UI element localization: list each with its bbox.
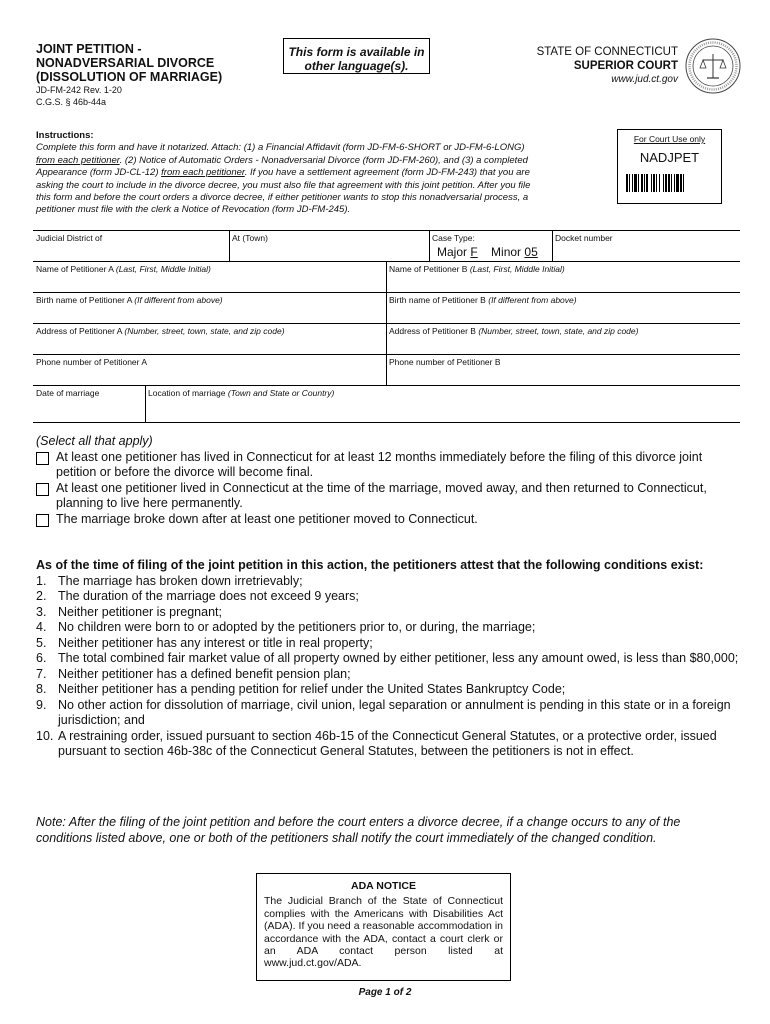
location-of-marriage-label: Location of marriage xyxy=(148,388,226,398)
docket-number-label: Docket number xyxy=(555,233,613,243)
attestation-item-number: 5. xyxy=(36,635,47,650)
major-label: Major xyxy=(437,245,468,259)
instructions xyxy=(36,130,576,217)
court-name: SUPERIOR COURT xyxy=(573,60,678,72)
court-use-code: NADJPET xyxy=(639,150,700,165)
attestation-item-number: 7. xyxy=(36,666,47,681)
instructions-line-4: asking the court to include in the divorce decree, you must also file that agreement with this joint petition. After you file xyxy=(36,179,531,191)
petitioner-b-phone-field[interactable] xyxy=(386,354,740,385)
state-seal-icon xyxy=(685,38,741,94)
petitioner-b-phone-label: Phone number of Petitioner B xyxy=(389,357,501,367)
petitioner-a-birth-label: Birth name of Petitioner A xyxy=(36,295,132,305)
attestation-item xyxy=(36,574,748,590)
instructions-line-3a: Appearance (form JD-CL-12) xyxy=(36,167,162,179)
attestation-item xyxy=(36,729,748,760)
major-value: F xyxy=(470,245,478,259)
ada-body: The Judicial Branch of the State of Connecticut complies with the Americans with Disabilities Act (ADA). If you need a reasonable accommodation in accordance with the ADA, contact a court clerk or an ADA contact person listed at www.jud.ct.gov/ADA. xyxy=(264,895,503,970)
petitioner-a-address-label: Address of Petitioner A xyxy=(36,326,122,336)
underline-each-petitioner: from each petitioner xyxy=(36,154,120,166)
instructions-line-3b: . If you have a settlement agreement (form JD-FM-243) that you are xyxy=(244,167,530,179)
underline-each-petitioner-2: from each petitioner xyxy=(161,167,245,179)
attestation-item-number: 6. xyxy=(36,651,47,665)
petitioner-b-birth-name-field[interactable] xyxy=(386,292,740,323)
instructions-line-3 xyxy=(36,167,576,179)
case-type-label: Case Type: xyxy=(432,233,475,243)
residency-option-2 xyxy=(36,481,726,512)
town-field[interactable] xyxy=(229,230,429,261)
attestation-item-number: 1. xyxy=(36,573,47,588)
residency-option-3 xyxy=(36,512,726,528)
location-of-marriage-field[interactable] xyxy=(145,385,740,422)
petitioner-b-address-hint: (Number, street, town, state, and zip code) xyxy=(478,326,639,336)
court-website: www.jud.ct.gov xyxy=(611,74,678,85)
residency-option-3-line-1: The marriage broke down after at least one petitioner moved to Connecticut. xyxy=(56,511,478,526)
attestation-item-text: Neither petitioner has a defined benefit pension plan; xyxy=(58,666,351,681)
attestation-item xyxy=(36,620,748,636)
language-availability-notice[interactable]: This form is available in other language(s). xyxy=(283,38,430,74)
attestation-item-number: 4. xyxy=(36,620,47,634)
petitioner-a-birth-hint: (If different from above) xyxy=(134,295,223,305)
instructions-line-1: Complete this form and have it notarized. Attach: (1) a Financial Affidavit (form JD-FM-6-SHORT or JD-FM-6-LONG) xyxy=(36,142,525,154)
petitioner-a-birth-name-field[interactable] xyxy=(33,292,386,323)
residency-option-1-line-2: petition or before the divorce will become final. xyxy=(56,465,314,479)
court-use-label: For Court Use only xyxy=(633,134,706,144)
minor-value: 05 xyxy=(524,245,538,259)
date-of-marriage-field[interactable] xyxy=(33,385,145,422)
attestation-item xyxy=(36,682,748,698)
court-header xyxy=(537,45,678,87)
attestation-item-text: Neither petitioner has any interest or title in real property; xyxy=(58,635,373,650)
court-use-box xyxy=(617,129,722,204)
docket-number-field[interactable] xyxy=(552,230,740,261)
attestation-item-text: The duration of the marriage does not exceed 9 years; xyxy=(58,589,359,603)
petitioner-a-phone-label: Phone number of Petitioner A xyxy=(36,357,148,367)
attestation-item-number: 3. xyxy=(36,604,47,619)
attestation-item-text: A restraining order, issued pursuant to section 46b-15 of the Connecticut General Statutes, or a protective order, issued pursuant to section 46b-38c of the Connecticut General Statutes, between the petitioners is not in effect. xyxy=(58,728,717,758)
state-name: STATE OF CONNECTICUT xyxy=(536,46,678,58)
residency-option-1 xyxy=(36,450,726,481)
location-of-marriage-hint: (Town and State or Country) xyxy=(227,388,335,398)
attestation-item-text: The marriage has broken down irretrievably; xyxy=(58,573,303,588)
petitioner-a-phone-field[interactable] xyxy=(33,354,386,385)
petitioner-a-address-field[interactable] xyxy=(33,323,386,354)
statute-reference: C.G.S. § 46b-44a xyxy=(36,97,107,107)
instructions-line-5: this form and before the court orders a divorce decree, if either petitioner wants to stop this nonadversarial process, a xyxy=(36,192,529,204)
residency-option-2-line-2: planning to live here permanently. xyxy=(56,496,243,510)
residency-checkbox-1[interactable] xyxy=(36,452,49,465)
petitioner-a-name-label: Name of Petitioner A xyxy=(36,264,114,274)
petitioner-b-name-field[interactable] xyxy=(386,261,740,292)
title-line-3: (DISSOLUTION OF MARRIAGE) xyxy=(36,70,223,84)
title-line-1: JOINT PETITION - xyxy=(36,42,142,56)
title-line-2: NONADVERSARIAL DIVORCE xyxy=(36,56,215,70)
page-number: Page 1 of 2 xyxy=(358,987,412,998)
instructions-line-6: petitioner must file with the clerk a Notice of Revocation (form JD-FM-245). xyxy=(36,204,351,216)
attestation-item-text: The total combined fair market value of all property owned by either petitioner, less any amount owed, is less than $80,000; xyxy=(58,651,739,665)
select-all-heading: (Select all that apply) xyxy=(36,434,153,448)
petitioner-b-birth-label: Birth name of Petitioner B xyxy=(389,295,486,305)
attestation-item xyxy=(36,636,748,652)
attestation-item xyxy=(36,667,748,683)
petitioner-a-name-hint: (Last, First, Middle Initial) xyxy=(115,264,211,274)
change-notice: Note: After the filing of the joint petition and before the court enters a divorce decree, if a change occurs to any of the conditions listed above, one or both of the petitioners shall notify the court immediately of the changed condition. xyxy=(36,815,681,845)
form-title xyxy=(36,42,222,84)
instructions-line-2 xyxy=(36,155,576,167)
attestation-item xyxy=(36,698,748,729)
case-information-table xyxy=(33,230,740,428)
instructions-heading: Instructions: xyxy=(36,130,94,141)
attestation-section xyxy=(36,558,748,760)
petitioner-b-birth-hint: (If different from above) xyxy=(488,295,577,305)
attestation-item xyxy=(36,651,748,667)
instructions-line-2-text: . (2) Notice of Automatic Orders - Nonadversarial Divorce (form JD-FM-260), and (3) a completed xyxy=(119,154,528,166)
residency-checkbox-2[interactable] xyxy=(36,483,49,496)
town-label: At (Town) xyxy=(232,233,268,243)
judicial-district-field[interactable] xyxy=(33,230,229,261)
residency-option-1-line-1: At least one petitioner has lived in Connecticut for at least 12 months immediately before the filing of this divorce joint xyxy=(56,449,703,464)
attestation-item-text: Neither petitioner is pregnant; xyxy=(58,604,222,619)
judicial-district-label: Judicial District of xyxy=(36,233,103,243)
attestation-heading: As of the time of filing of the joint petition in this action, the petitioners attest that the following conditions exist: xyxy=(36,558,704,572)
petitioner-b-name-hint: (Last, First, Middle Initial) xyxy=(469,264,565,274)
form-number: JD-FM-242 Rev. 1-20 xyxy=(36,85,122,95)
petitioner-a-name-field[interactable] xyxy=(33,261,386,292)
petitioner-b-name-label: Name of Petitioner B xyxy=(389,264,468,274)
form-number-block xyxy=(36,84,122,108)
petitioner-b-address-field[interactable] xyxy=(386,323,740,354)
attestation-list xyxy=(36,574,748,760)
date-of-marriage-label: Date of marriage xyxy=(36,388,100,398)
residency-option-2-line-1: At least one petitioner lived in Connecticut at the time of the marriage, moved away, and then returned to Connecticut, xyxy=(56,480,707,495)
minor-label: Minor xyxy=(491,245,522,259)
residency-checkbox-3[interactable] xyxy=(36,514,49,527)
attestation-item-number: 9. xyxy=(36,697,47,712)
petitioner-a-address-hint: (Number, street, town, state, and zip code) xyxy=(124,326,285,336)
attestation-item-text: Neither petitioner has a pending petition for relief under the United States Bankruptcy Code; xyxy=(58,682,566,696)
attestation-item-text: No other action for dissolution of marriage, civil union, legal separation or annulment is pending in this state or in a foreign jurisdiction; and xyxy=(58,697,731,727)
attestation-item-number: 2. xyxy=(36,589,47,603)
attestation-item-number: 8. xyxy=(36,682,47,696)
ada-notice xyxy=(256,873,511,981)
ada-heading: ADA NOTICE xyxy=(351,880,416,892)
attestation-item xyxy=(36,605,748,621)
petitioner-b-address-label: Address of Petitioner B xyxy=(389,326,476,336)
case-type-values xyxy=(437,245,538,259)
residency-options xyxy=(36,434,726,527)
attestation-item xyxy=(36,589,748,605)
barcode-icon xyxy=(626,174,713,192)
attestation-item-text: No children were born to or adopted by the petitioners prior to, or during, the marriage; xyxy=(58,620,536,634)
attestation-item-number: 10. xyxy=(36,728,54,743)
